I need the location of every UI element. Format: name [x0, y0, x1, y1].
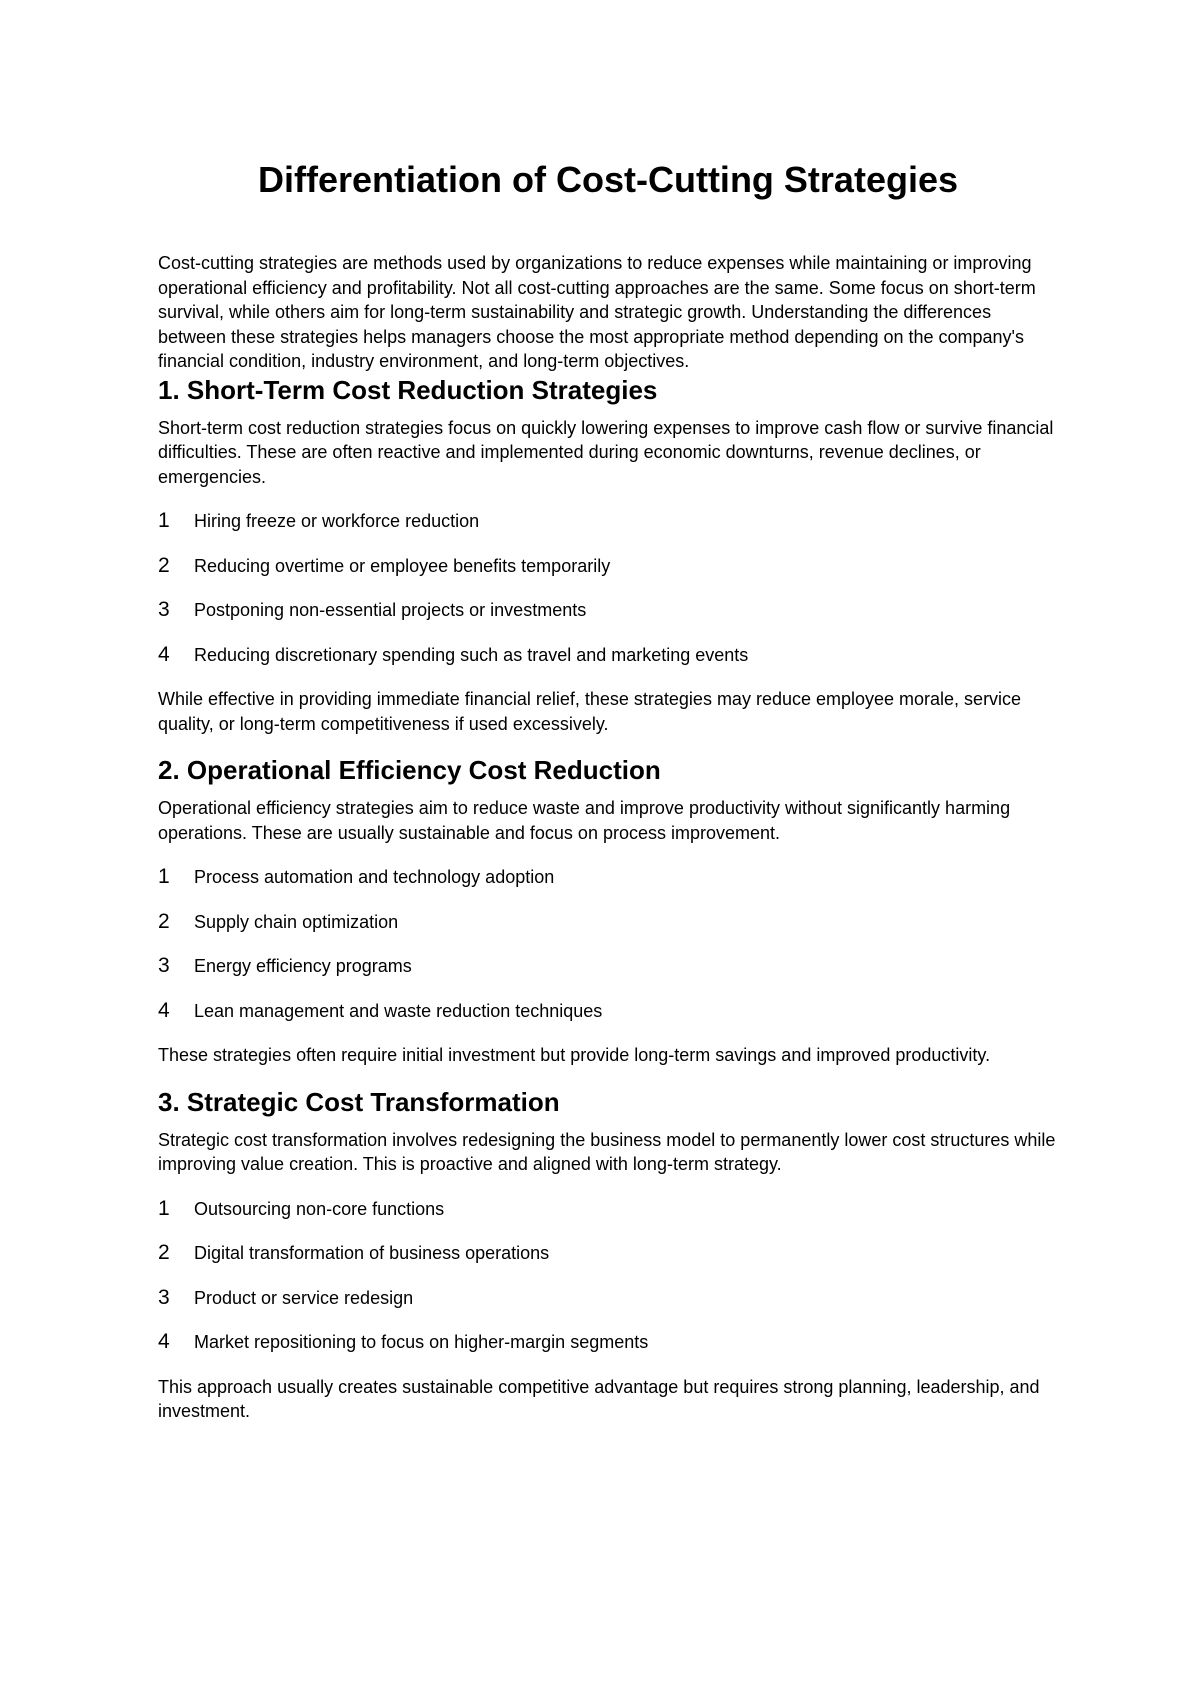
list-item: [158, 554, 1058, 599]
section-heading: 2. Operational Efficiency Cost Reduction: [158, 755, 661, 785]
list-text: Supply chain optimization: [194, 911, 399, 932]
list-item: [158, 999, 1058, 1044]
list-item: [158, 910, 1058, 955]
list-item: [158, 643, 1058, 688]
list-number: 1: [158, 1196, 170, 1220]
list-item: [158, 1197, 1058, 1242]
list-text: Reducing overtime or employee benefits temporarily: [194, 555, 611, 576]
section-conclusion: While effective in providing immediate financial relief, these strategies may reduce employee morale, service quality, or long-term competitiveness if used excessively.: [158, 689, 1022, 734]
list-number: 2: [158, 909, 170, 933]
list-item: [158, 598, 1058, 643]
list-number: 1: [158, 509, 170, 532]
document-content: [158, 251, 1058, 1442]
list-item: [158, 1241, 1058, 1286]
list-item: [158, 865, 1058, 910]
list-text: Hiring freeze or workforce reduction: [194, 511, 480, 531]
section-operational-efficiency: [158, 754, 1058, 1068]
list-number: 4: [158, 998, 170, 1022]
list-item: [158, 1286, 1058, 1331]
list-item: [158, 509, 1058, 554]
list-number: 2: [158, 553, 170, 577]
section-heading: 3. Strategic Cost Transformation: [158, 1086, 560, 1117]
list-text: Outsourcing non-core functions: [194, 1198, 445, 1219]
list-number: 3: [158, 954, 170, 977]
list-text: Digital transformation of business operations: [194, 1243, 550, 1263]
section-conclusion: This approach usually creates sustainable competitive advantage but requires strong planning, leadership, and investment.: [158, 1376, 1040, 1421]
document-title: Differentiation of Cost-Cutting Strategies: [258, 159, 958, 200]
section-conclusion: These strategies often require initial investment but provide long-term savings and improved productivity.: [158, 1045, 991, 1065]
list-number: 4: [158, 1330, 170, 1353]
list-number: 1: [158, 865, 170, 888]
section-description: Operational efficiency strategies aim to reduce waste and improve productivity without significantly harming operations. These are usually sustainable and focus on process improvement.: [158, 798, 1011, 843]
numbered-list: [158, 509, 1058, 687]
list-text: Process automation and technology adoption: [194, 867, 555, 887]
section-heading: 1. Short-Term Cost Reduction Strategies: [158, 374, 658, 405]
section-strategic-transformation: [158, 1086, 1058, 1424]
list-number: 3: [158, 598, 170, 621]
numbered-list: [158, 1197, 1058, 1375]
list-text: Energy efficiency programs: [194, 956, 412, 976]
list-text: Product or service redesign: [194, 1287, 414, 1308]
list-text: Postponing non-essential projects or investments: [194, 600, 587, 620]
list-text: Market repositioning to focus on higher-margin segments: [194, 1332, 649, 1352]
list-number: 3: [158, 1285, 170, 1309]
section-short-term: [158, 374, 1058, 737]
list-number: 4: [158, 642, 170, 666]
section-description: Short-term cost reduction strategies focus on quickly lowering expenses to improve cash flow or survive financial difficulties. These are often reactive and implemented during economic downturns, revenue declines, or emergencies.: [158, 417, 1054, 487]
numbered-list: [158, 865, 1058, 1043]
document-page: [158, 0, 1058, 1696]
list-text: Reducing discretionary spending such as travel and marketing events: [194, 644, 749, 665]
list-item: [158, 954, 1058, 999]
list-text: Lean management and waste reduction techniques: [194, 1000, 603, 1021]
intro-paragraph: Cost-cutting strategies are methods used by organizations to reduce expenses while maintaining or improving operational efficiency and profitability. Not all cost-cutting approaches are the same. Some focus on short-term survival, while others aim for long-term sustainability and strategic growth. Understanding the differences between these strategies helps managers choose the most appropriate method depending on the company's financial condition, industry environment, and long-term objectives.: [158, 253, 1036, 371]
list-item: [158, 1330, 1058, 1375]
section-description: Strategic cost transformation involves redesigning the business model to permanently lower cost structures while improving value creation. This is proactive and aligned with long-term strategy.: [158, 1129, 1056, 1174]
list-number: 2: [158, 1241, 170, 1264]
